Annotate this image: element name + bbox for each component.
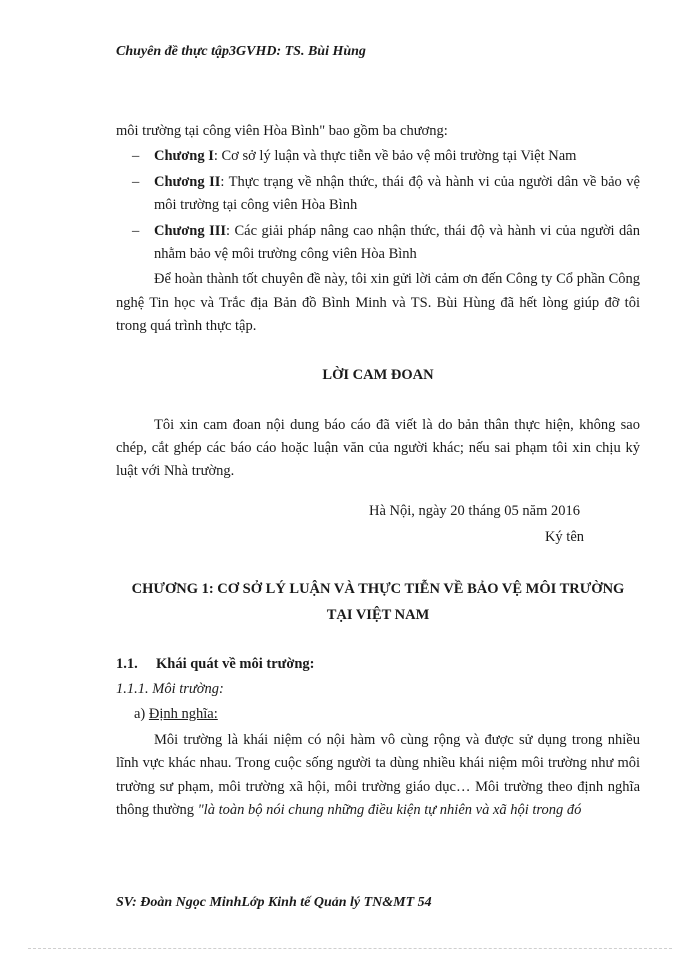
chapter-title-line: TẠI VIỆT NAM [326,606,430,623]
subsection-heading: 1.1.1. Môi trường: [116,680,224,697]
item-marker: a) [134,705,146,722]
dash-bullet: – [132,173,140,190]
chapter-list-item [116,145,640,168]
definition-quote: "là toàn bộ nói chung những điều kiện tự nhiên và xã hội trong đó [197,802,582,819]
section-title: Khái quát về môi trường: [156,655,315,672]
section-heading [116,656,640,673]
chapter-label: Chương II [154,173,221,190]
item-heading [134,706,640,723]
chapter-title [116,576,640,628]
chapter-label: Chương III [154,222,226,239]
dash-bullet: – [132,148,140,165]
intro-line: môi trường tại công viên Hòa Bình" bao gồm ba chương: [116,123,448,139]
commitment-paragraph: Tôi xin cam đoan nội dung báo cáo đã viết là do bản thân thực hiện, không sao chép, cắt ghép các báo cáo hoặc luận văn của người khác; nếu sai phạm tôi xin chịu kỷ luật với Nhà trường. [116,416,640,480]
page-footer: SV: Đoàn Ngọc MinhLớp Kinh tế Quản lý TN&MT 54 [116,895,432,910]
page-bottom-divider [28,948,672,949]
sign-label: Ký tên [544,528,584,545]
chapter-label: Chương I [154,148,214,165]
chapter-text: : Các giải pháp nâng cao nhận thức, thái độ và hành vi của người dân nhằm bảo vệ môi trường công viên Hòa Bình [154,222,640,263]
place-date: Hà Nội, ngày 20 tháng 05 năm 2016 [368,502,580,519]
chapter-text: : Cơ sở lý luận và thực tiễn về bảo vệ môi trường tại Việt Nam [213,148,577,165]
page-body [116,120,640,823]
chapter-title-line: CHƯƠNG 1: CƠ SỞ LÝ LUẬN VÀ THỰC TIỄN VỀ BẢO VỆ MÔI TRƯỜNG [131,580,625,597]
definition-text: Môi trường là khái niệm có nội hàm vô cùng rộng và được sử dụng trong nhiều lĩnh vực khác nhau. Trong cuộc sống người ta dùng nhiều khái niệm môi trường như môi trường sư phạm, môi trường xã hội, môi trường giáo dục… Môi trường theo định nghĩa thông thường [116,731,640,819]
thanks-paragraph: Để hoàn thành tốt chuyên đề này, tôi xin gửi lời cảm ơn đến Công ty Cổ phần Công nghệ Tin học và Trắc địa Bản đồ Bình Minh và TS. Bùi Hùng đã hết lòng giúp đỡ tôi trong quá trình thực tập. [116,271,640,335]
section-number: 1.1. [116,655,138,672]
commitment-title: LỜI CAM ĐOAN [322,366,434,383]
chapter-list-item [116,171,640,218]
item-label: Định nghĩa: [148,705,218,722]
chapter-list [116,145,640,266]
definition-paragraph [116,729,640,823]
page-header: Chuyên đề thực tập3GVHD: TS. Bùi Hùng [116,44,366,59]
chapter-text: : Thực trạng về nhận thức, thái độ và hành vi của người dân về bảo vệ môi trường tại công viên Hòa Bình [154,173,640,214]
dash-bullet: – [132,222,140,239]
chapter-list-item [116,220,640,267]
